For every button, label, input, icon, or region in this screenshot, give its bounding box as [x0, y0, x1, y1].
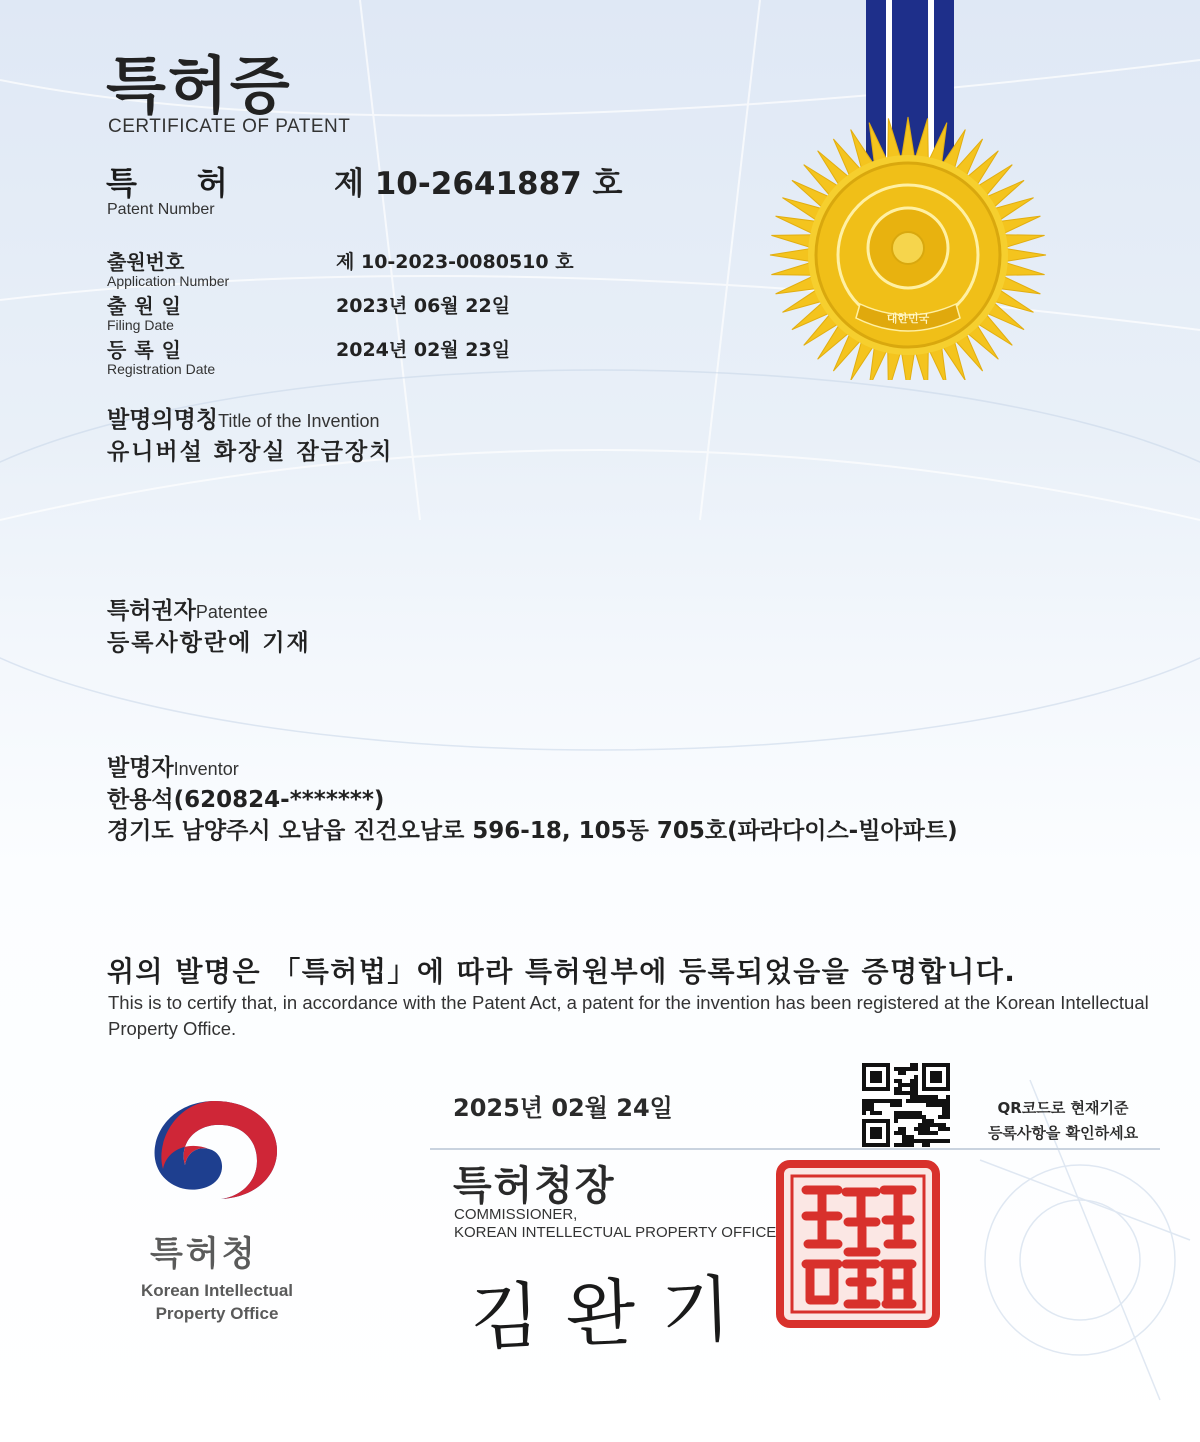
medal-ray	[1002, 262, 1045, 275]
commissioner-title-en	[454, 1206, 776, 1242]
registration-date-label: 등록일	[107, 338, 189, 362]
patentee-label: 특허권자	[107, 598, 196, 624]
invention-title-value: 유니버설 화장실 잠금장치	[107, 439, 394, 465]
medal-ray	[1004, 248, 1046, 261]
application-number-label: 출원번호	[107, 250, 185, 274]
commissioner-title: 특허청장	[453, 1163, 616, 1209]
medal-ray	[771, 235, 814, 248]
svg-text:대한민국: 대한민국	[886, 312, 930, 325]
filing-date-value: 2023년 06월 22일	[336, 295, 511, 317]
signature-divider	[430, 1148, 1160, 1150]
medal-ray	[771, 262, 814, 275]
medal-emblem	[760, 0, 1060, 380]
kipo-name-en-line1: Korean Intellectual	[140, 1281, 294, 1300]
medal-ray	[1002, 235, 1045, 248]
invention-title-label-en: Title of the Invention	[218, 411, 380, 431]
commissioner-signature: 김완기	[468, 1266, 759, 1360]
medal-ray	[770, 248, 812, 261]
commissioner-title-en-line2: KOREAN INTELLECTUAL PROPERTY OFFICE	[454, 1224, 777, 1241]
commissioner-title-en-line1: COMMISSIONER,	[454, 1206, 578, 1223]
inventor-heading	[107, 749, 239, 782]
invention-title-label: 발명의명칭	[107, 407, 219, 433]
patent-number-value: 제 10-2641887 호	[334, 166, 623, 202]
official-seal-stamp	[776, 1160, 940, 1328]
patentee-value: 등록사항란에 기재	[107, 630, 311, 656]
inventor-label: 발명자	[107, 755, 174, 781]
kipo-logo-icon	[145, 1093, 285, 1205]
certificate-title-en: CERTIFICATE OF PATENT	[108, 116, 351, 137]
qr-note-line1: QR코드로 현재기준	[997, 1099, 1129, 1117]
medal-ray	[901, 351, 914, 380]
certification-statement-en: This is to certify that, in accordance with the Patent Act, a patent for the invention has been registered at the Korean Intellectual Property Office.	[108, 992, 1149, 1039]
inventor-label-en: Inventor	[173, 759, 239, 779]
registration-date-value: 2024년 02월 23일	[336, 339, 511, 361]
kipo-name: 특허청	[150, 1234, 258, 1274]
kipo-name-en	[112, 1279, 322, 1325]
qr-code[interactable]	[862, 1062, 950, 1148]
patent-number-label-en: Patent Number	[107, 201, 215, 218]
patent-number-label: 특허	[106, 164, 288, 202]
patentee-label-en: Patentee	[195, 602, 268, 622]
certificate-title: 특허증	[106, 49, 292, 122]
inventor-address: 경기도 남양주시 오남읍 진건오남로 596-18, 105동 705호(파라다이스-빌아파트)	[107, 818, 958, 844]
application-number-value: 제 10-2023-0080510 호	[336, 251, 574, 273]
certification-statement: 위의 발명은 「특허법」에 따라 특허원부에 등록되었음을 증명합니다.	[107, 955, 1017, 988]
application-number-label-en: Application Number	[107, 273, 230, 289]
kipo-name-en-line2: Property Office	[155, 1304, 279, 1323]
patentee-heading	[107, 592, 268, 625]
inventor-name: 한용석(620824-*******)	[107, 787, 385, 813]
filing-date-label: 출원일	[107, 294, 189, 318]
invention-title-heading	[107, 401, 380, 434]
registration-date-label-en: Registration Date	[107, 361, 216, 377]
qr-note	[968, 1096, 1158, 1146]
qr-note-line2: 등록사항을 확인하세요	[987, 1124, 1139, 1142]
issue-date: 2025년 02월 24일	[453, 1094, 673, 1122]
filing-date-label-en: Filing Date	[107, 317, 174, 333]
